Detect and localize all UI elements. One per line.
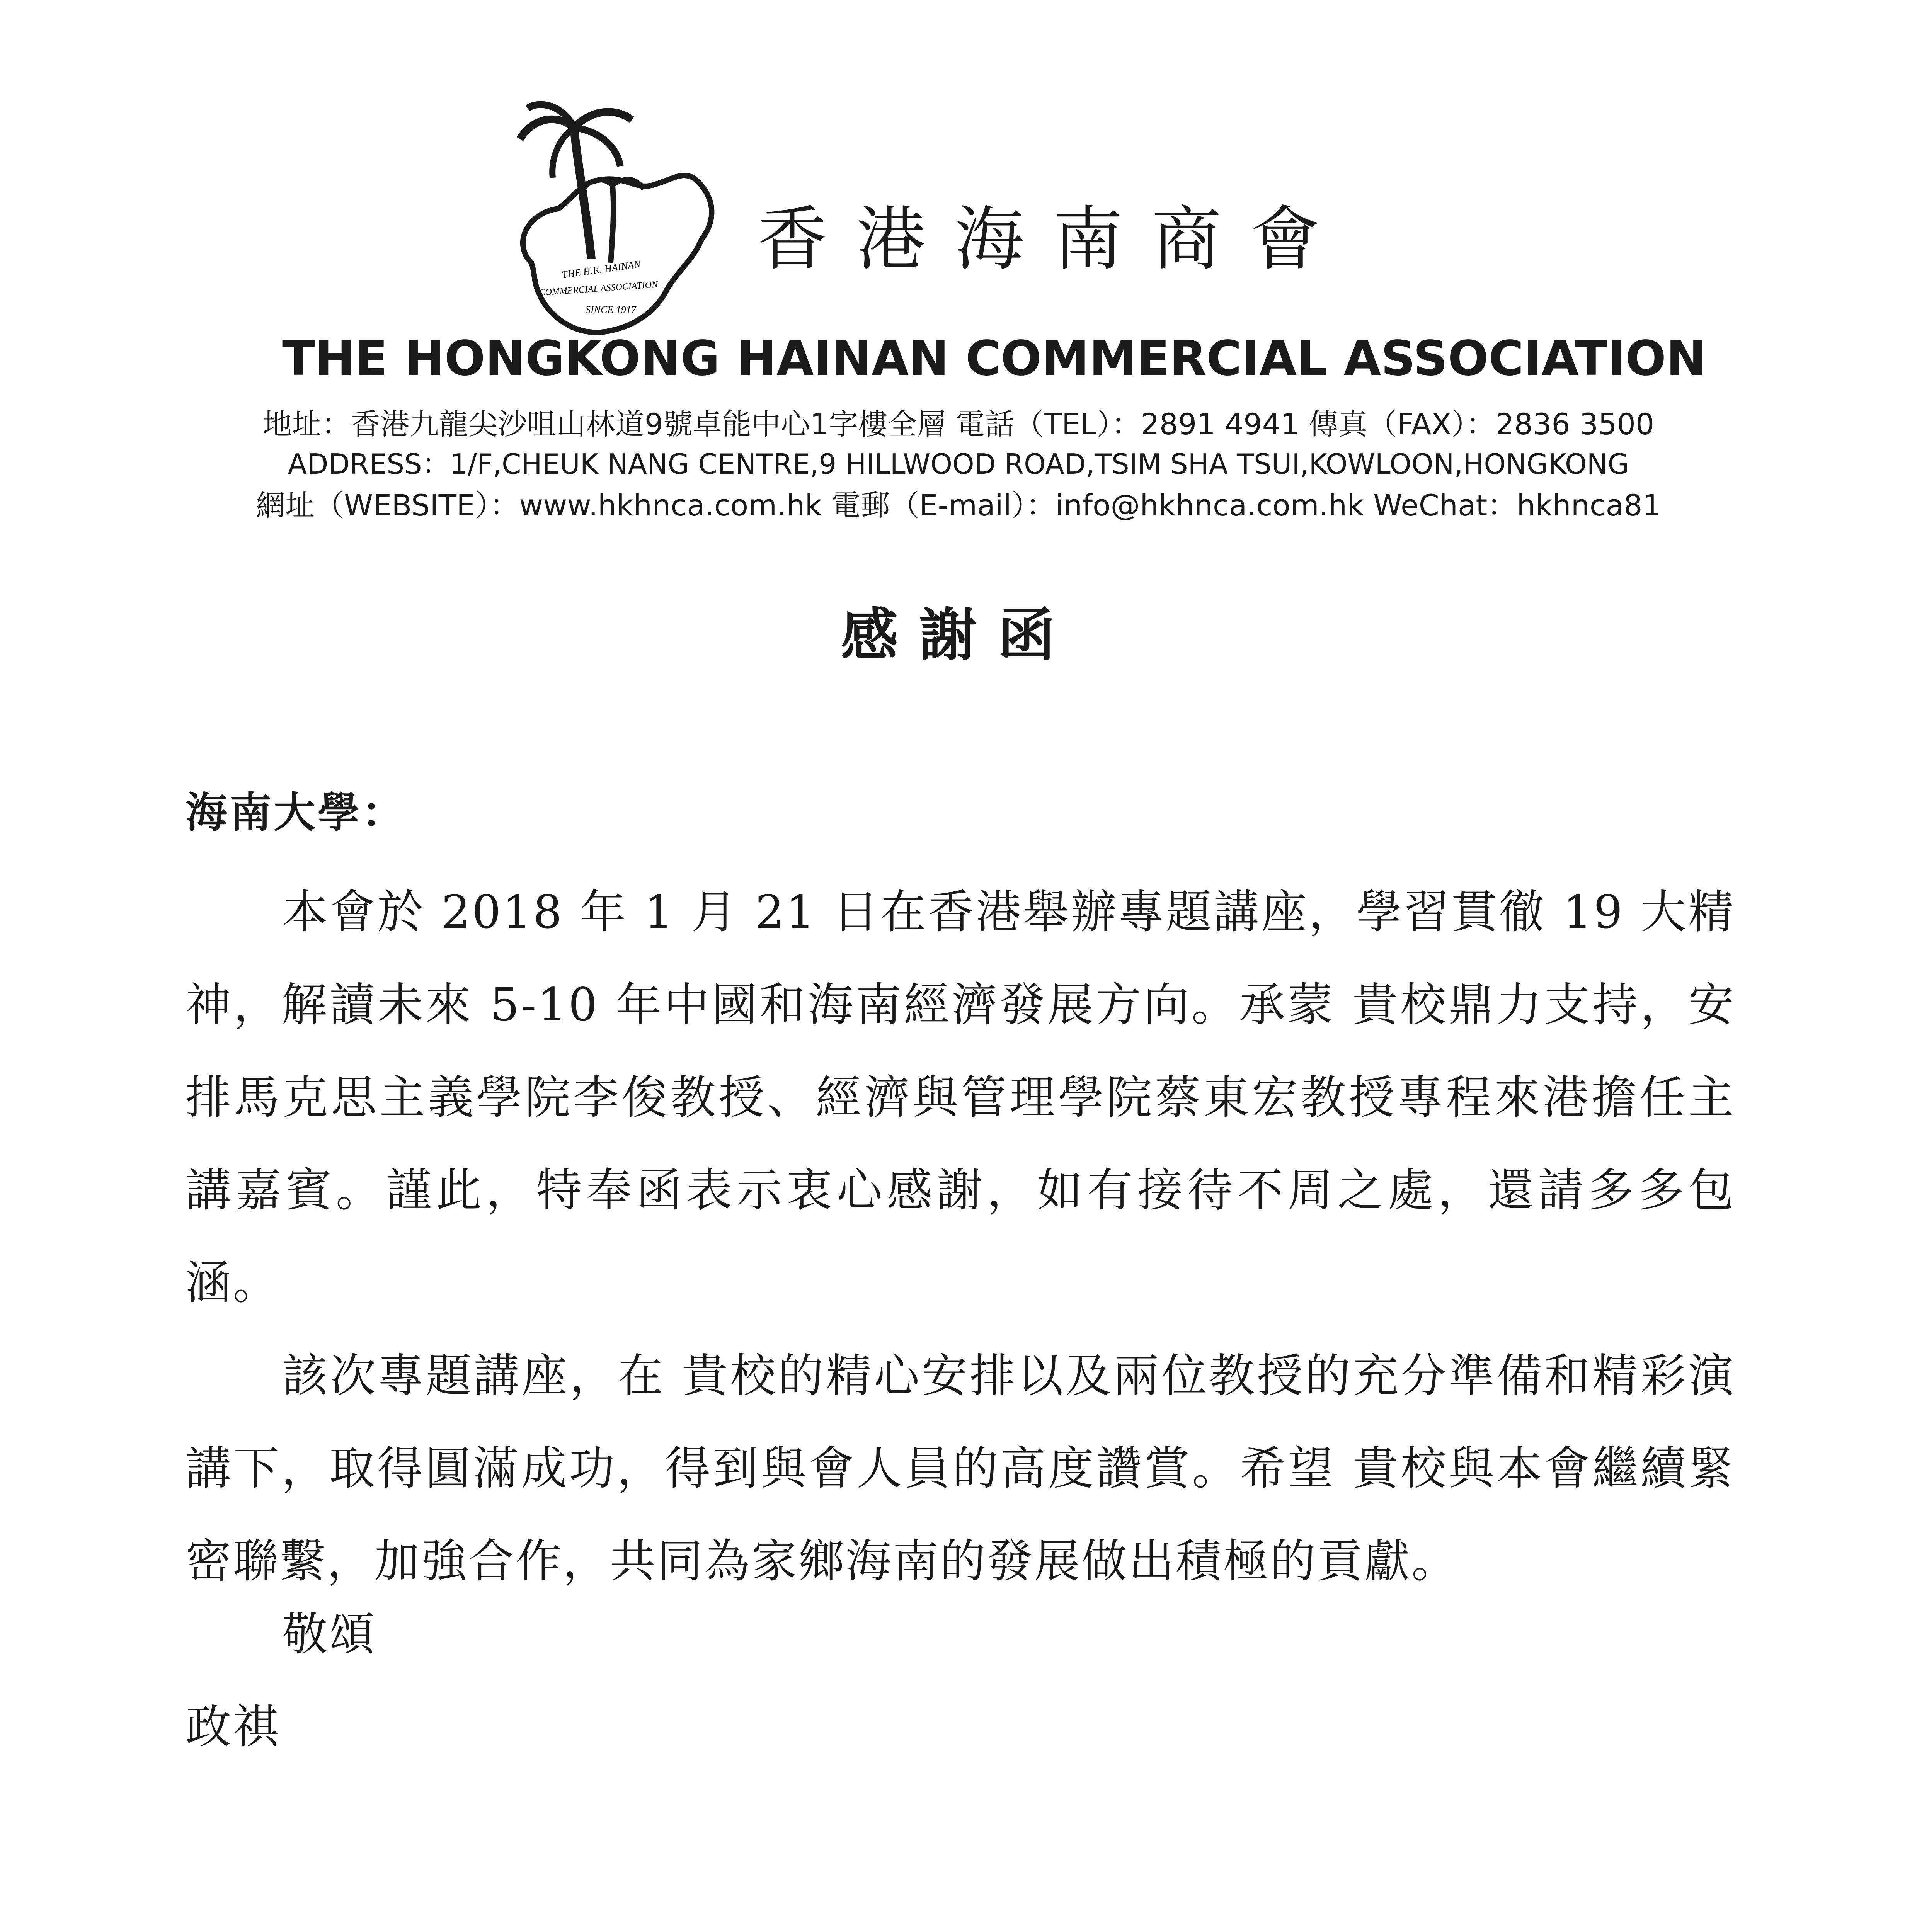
paragraph-2: 該次專題講座，在 貴校的精心安排以及兩位教授的充分準備和精彩演講下，取得圓滿成功，得到與會人員的高度讚賞。希望 貴校與本會繼續緊密聯繫，加強合作，共同為家鄉海南的發展做出積極的貢獻。 [186, 1349, 1735, 1588]
closing-respect: 敬頌 [282, 1607, 377, 1661]
org-name-english: THE HONGKONG HAINAN COMMERCIAL ASSOCIATION [282, 331, 1706, 386]
contact-address-english: ADDRESS：1/F,CHEUK NANG CENTRE,9 HILLWOOD ROAD,TSIM SHA TSUI,KOWLOON,HONGKONG [288, 448, 1629, 480]
paragraph-1: 本會於 2018 年 1 月 21 日在香港舉辦專題講座，學習貫徹 19 大精神，解讀未來 5-10 年中國和海南經濟發展方向。承蒙 貴校鼎力支持，安排馬克思主義學院李俊教授、經濟與管理學院蔡東宏教授專程來港擔任主講嘉賓。謹此，特奉函表示衷心感謝，如有接待不周之處，還請多多包涵。 [186, 885, 1735, 1310]
letter-title: 感謝函 [841, 602, 1076, 668]
logo-line-2: COMMERCIAL ASSOCIATION [538, 279, 658, 298]
org-name-chinese: 香港海南商會 [758, 199, 1349, 280]
closing-wishes: 政祺 [186, 1700, 280, 1753]
association-logo [485, 97, 740, 348]
palm-island-logo-icon [485, 97, 740, 348]
logo-line-3: SINCE 1917 [586, 304, 636, 315]
contact-address-phone: 地址：香港九龍尖沙咀山林道9號卓能中心1字樓全層 電話（TEL）：2891 4941 傳真（FAX）：2836 3500 [262, 407, 1655, 441]
salutation: 海南大學： [186, 789, 406, 837]
contact-web-email: 網址（WEBSITE）：www.hkhnca.com.hk 電郵（E-mail）：info@hkhnca.com.hk WeChat：hkhnca81 [256, 488, 1661, 522]
logo-line-1: THE H.K. HAINAN [561, 258, 641, 281]
